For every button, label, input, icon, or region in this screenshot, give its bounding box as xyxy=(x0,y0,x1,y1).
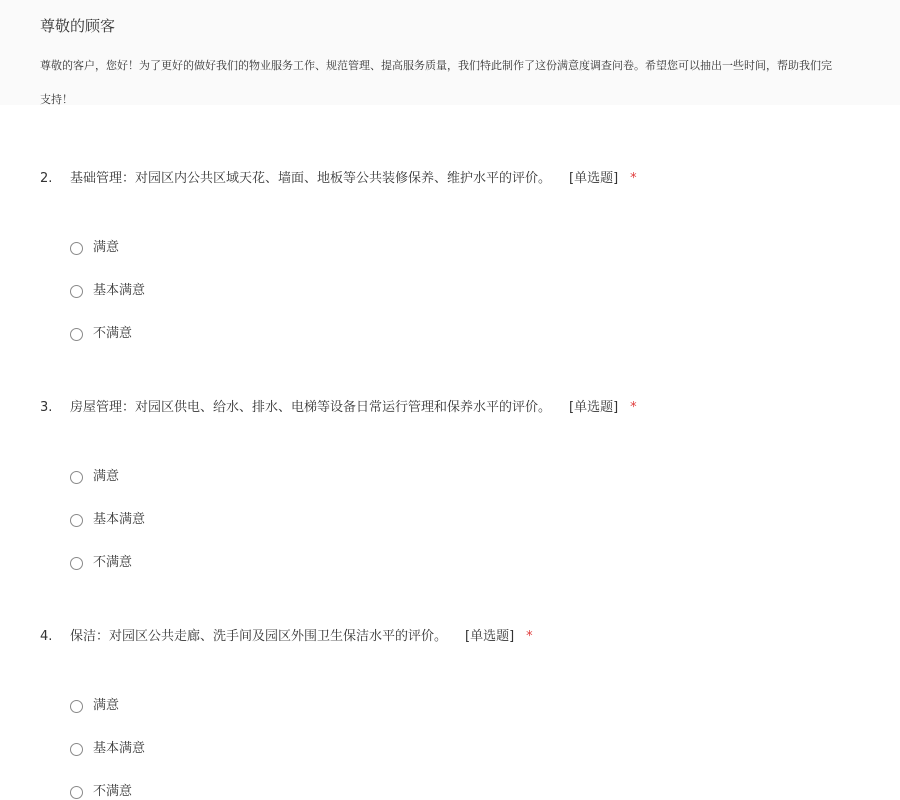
question-text: 基础管理：对园区内公共区域天花、墙面、地板等公共装修保养、维护水平的评价。 xyxy=(70,171,552,186)
radio-button[interactable] xyxy=(70,743,83,756)
question-header xyxy=(40,169,637,189)
option-label: 满意 xyxy=(93,240,120,255)
radio-button[interactable] xyxy=(70,242,83,255)
option-satisfied[interactable] xyxy=(70,238,119,258)
question-type-label: [单选题] xyxy=(569,171,619,186)
question-number: 4. xyxy=(40,629,53,644)
option-unsatisfied[interactable] xyxy=(70,553,132,573)
option-label: 基本满意 xyxy=(93,741,146,756)
question-header xyxy=(40,398,637,418)
survey-title: 尊敬的顾客 xyxy=(40,17,116,35)
question-header xyxy=(40,627,533,647)
radio-button[interactable] xyxy=(70,328,83,341)
option-unsatisfied[interactable] xyxy=(70,782,132,800)
question-text: 房屋管理：对园区供电、给水、排水、电梯等设备日常运行管理和保养水平的评价。 xyxy=(70,400,552,415)
option-unsatisfied[interactable] xyxy=(70,324,132,344)
question-number: 2. xyxy=(40,171,53,186)
survey-intro-text: 尊敬的客户，您好！为了更好的做好我们的物业服务工作、规范管理、提高服务质量，我们特此制作了这份满意度调查问卷。希望您可以抽出一些时间，帮助我们完 xyxy=(40,59,832,72)
option-satisfied[interactable] xyxy=(70,467,119,487)
question-type-label: [单选题] xyxy=(569,400,619,415)
option-label: 不满意 xyxy=(93,555,133,570)
question-number: 3. xyxy=(40,400,53,415)
radio-button[interactable] xyxy=(70,514,83,527)
survey-intro xyxy=(0,0,900,105)
option-label: 满意 xyxy=(93,698,120,713)
radio-button[interactable] xyxy=(70,700,83,713)
radio-button[interactable] xyxy=(70,786,83,799)
question-text: 保洁：对园区公共走廊、洗手间及园区外围卫生保洁水平的评价。 xyxy=(70,629,448,644)
required-marker: * xyxy=(630,400,637,415)
option-label: 不满意 xyxy=(93,326,133,341)
option-basically-satisfied[interactable] xyxy=(70,739,145,759)
option-satisfied[interactable] xyxy=(70,696,119,716)
required-marker: * xyxy=(526,629,533,644)
option-basically-satisfied[interactable] xyxy=(70,510,145,530)
required-marker: * xyxy=(630,171,637,186)
question-type-label: [单选题] xyxy=(465,629,515,644)
option-label: 不满意 xyxy=(93,784,133,799)
radio-button[interactable] xyxy=(70,557,83,570)
survey-intro-text-continued: 支持！ xyxy=(40,93,73,106)
option-basically-satisfied[interactable] xyxy=(70,281,145,301)
option-label: 基本满意 xyxy=(93,512,146,527)
radio-button[interactable] xyxy=(70,471,83,484)
option-label: 满意 xyxy=(93,469,120,484)
radio-button[interactable] xyxy=(70,285,83,298)
option-label: 基本满意 xyxy=(93,283,146,298)
